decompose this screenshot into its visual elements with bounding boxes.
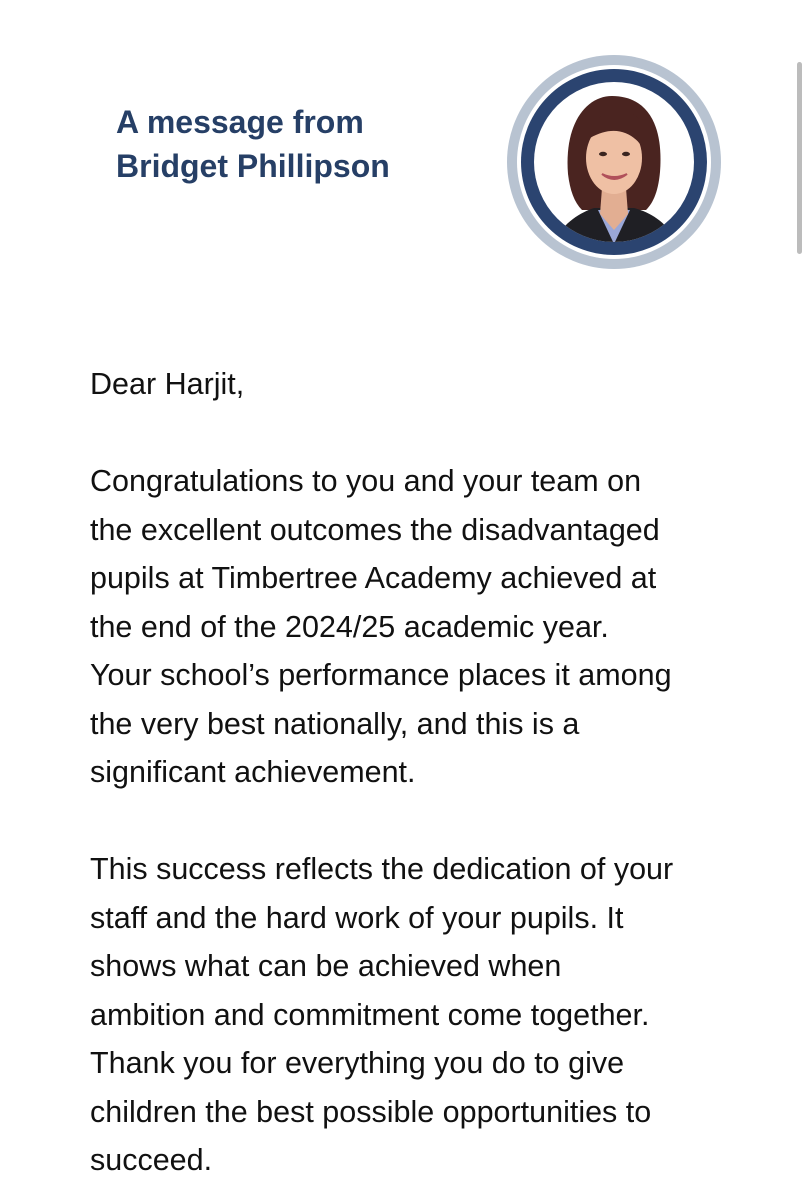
paragraph-2-line: succeed.: [90, 1143, 213, 1177]
paragraph-1-line: Your school’s performance places it among: [90, 658, 672, 692]
paragraph-2-line: shows what can be achieved when: [90, 949, 562, 983]
paragraph-1-line: the end of the 2024/25 academic year.: [90, 609, 609, 644]
paragraph-2-line: Thank you for everything you do to give: [90, 1046, 625, 1080]
paragraph-2-line: staff and the hard work of your pupils. It: [90, 900, 624, 935]
letter-paragraph-2: [90, 845, 780, 1185]
paragraph-2-line: children the best possible opportunities to: [90, 1094, 652, 1129]
paragraph-2-line: ambition and commitment come together.: [90, 997, 650, 1032]
paragraph-1-line: Congratulations to you and your team on: [90, 464, 642, 498]
header-title-line-2: Bridget Phillipson: [116, 148, 390, 184]
vertical-scrollbar[interactable]: [797, 62, 802, 254]
paragraph-2-line: This success reflects the dedication of your: [90, 852, 674, 886]
paragraph-1-line: the excellent outcomes the disadvantaged: [90, 512, 660, 547]
message-header-title: [116, 100, 476, 188]
letter-salutation: Dear Harjit,: [90, 367, 245, 401]
sender-portrait: [506, 54, 722, 270]
person-portrait-icon: [506, 54, 722, 270]
paragraph-1-line: pupils at Timbertree Academy achieved at: [90, 561, 657, 595]
letter-paragraph-1: [90, 457, 780, 797]
letter-body: [90, 360, 780, 1185]
header-title-line-1: A message from: [116, 104, 364, 140]
paragraph-1-line: significant achievement.: [90, 755, 416, 789]
paragraph-1-line: the very best nationally, and this is a: [90, 706, 580, 741]
